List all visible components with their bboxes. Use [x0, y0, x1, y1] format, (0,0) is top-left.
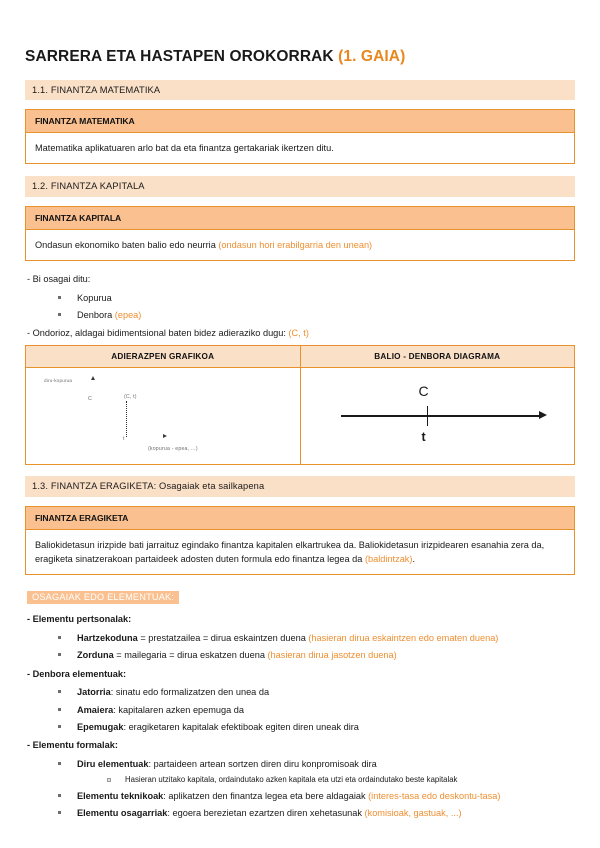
list-item-text: = prestatzailea = dirua eskaintzen duena	[137, 633, 309, 644]
table-header-adierazpen-grafikoa: ADIERAZPEN GRAFIKOA	[26, 346, 301, 368]
list-item-term: Diru elementuak	[77, 758, 149, 769]
page-title	[25, 48, 575, 67]
definition-text: Ondasun ekonomiko baten balio edo neurria	[35, 239, 219, 250]
list-item	[55, 308, 575, 322]
list-item-text: : sinatu edo formalizatzen den unea da	[110, 687, 270, 698]
group-heading-pertsonalak: - Elementu pertsonalak:	[27, 614, 132, 625]
definition-box-body: Matematika aplikatuaren arlo bat da eta finantza gertakariak ikertzen ditu.	[35, 143, 334, 154]
table-content-row	[26, 368, 575, 465]
sub-list-item: Hasieran utzitako kapitala, ordaindutako azken kapitala eta utzi eta ordaindutako beste kapitalak	[105, 774, 575, 786]
list-pertsonalak	[25, 631, 575, 663]
list-denbora	[25, 685, 575, 734]
diagram-table	[25, 345, 575, 465]
section-bar-1-3	[25, 476, 575, 497]
list-item-accent: (komisioak, gastuak, ...)	[364, 808, 462, 819]
definition-text-tail: .	[412, 554, 416, 565]
list-item	[55, 757, 575, 786]
components-bullet-list	[25, 291, 575, 323]
table-header-row	[26, 346, 575, 368]
list-item-text: Kopurua	[77, 292, 112, 303]
conclusion-accent: (C, t)	[288, 328, 309, 339]
list-item-accent: (epea)	[114, 310, 142, 321]
components-intro-line: - Bi osagai ditu:	[27, 274, 91, 285]
list-item	[55, 703, 575, 717]
section-bar-sub: Osagaiak eta sailkapena	[156, 481, 265, 492]
conclusion-text: - Ondorioz, aldagai bidimentsional baten bidez adieraziko dugu:	[27, 328, 289, 339]
value-time-diagram	[301, 368, 575, 464]
cell-balio-denbora-diagrama	[300, 368, 575, 465]
list-item-term: Zorduna	[77, 650, 114, 661]
list-item-term: Amaiera	[77, 704, 114, 715]
list-item-accent: (interes-tasa edo deskontu-tasa)	[368, 790, 501, 801]
definition-box-body	[26, 230, 574, 260]
group-heading-denbora: - Denbora elementuak:	[27, 668, 127, 679]
list-item-accent: (hasieran dirua jasotzen duena)	[267, 650, 397, 661]
section-bar-1-2: 1.2. FINANTZA KAPITALA	[25, 176, 575, 197]
status-badge-osagaiak: OSAGAIAK EDO ELEMENTUAK:	[27, 591, 179, 605]
list-item-term: Elementu osagarriak	[77, 808, 168, 819]
list-item-text: : eragiketaren kapitalak efektiboak egiten diren uneak dira	[123, 721, 359, 732]
sketch-x-axis-arrow-icon	[163, 434, 167, 438]
list-item-text: = mailegaria = dirua eskatzen duena	[113, 650, 268, 661]
definition-box-finantza-kapitala	[25, 206, 575, 261]
section-bar-1-1: 1.1. FINANTZA MATEMATIKA	[25, 80, 575, 101]
list-item-text: : kapitalaren azken epemuga da	[113, 704, 245, 715]
conclusion-line	[27, 327, 575, 341]
list-formalak	[25, 757, 575, 820]
list-item	[55, 648, 575, 662]
sketch-y-axis-arrow-icon	[91, 376, 95, 380]
definition-box-finantza-matematika	[25, 109, 575, 164]
sketch-value-label: (C, t)	[124, 394, 137, 401]
list-item	[55, 720, 575, 734]
sketch-dotted-line	[126, 401, 127, 437]
definition-box-header: FINANTZA KAPITALA	[26, 207, 574, 230]
cell-adierazpen-grafikoa	[26, 368, 301, 465]
sketch-axis-label: diru-kopurua	[44, 378, 73, 384]
section-bar-main: 1.3. FINANTZA ERAGIKETA:	[32, 481, 157, 492]
page-title-accent: (1. GAIA)	[338, 48, 406, 65]
graphic-representation-sketch	[26, 368, 300, 464]
list-item	[55, 789, 575, 803]
definition-text-accent: (ondasun hori erabilgarria den unean)	[218, 239, 373, 250]
vt-capital-label: C	[418, 383, 429, 400]
list-item	[55, 806, 575, 820]
definition-text-accent: (baldintzak)	[364, 554, 413, 565]
sketch-caption: (kopurua - epea, ...)	[148, 446, 198, 453]
definition-box-body	[26, 530, 574, 575]
page-title-main: SARRERA ETA HASTAPEN OROKORRAK	[25, 48, 334, 65]
list-item	[55, 631, 575, 645]
vt-time-label: t	[421, 430, 426, 445]
definition-box-header: FINANTZA ERAGIKETA	[26, 507, 574, 530]
definition-box-header: FINANTZA MATEMATIKA	[26, 110, 574, 133]
sketch-point-label: C	[88, 396, 93, 403]
list-item-text: : egoera berezietan ezartzen diren xehetasunak	[167, 808, 365, 819]
vt-tick-mark	[427, 406, 428, 426]
group-heading-formalak: - Elementu formalak:	[27, 740, 118, 751]
list-item	[55, 685, 575, 699]
list-item-term: Elementu teknikoak	[77, 790, 164, 801]
table-header-balio-denbora-diagrama: BALIO - DENBORA DIAGRAMA	[300, 346, 575, 368]
list-item-term: Epemugak	[77, 721, 124, 732]
sketch-time-label: t	[123, 436, 125, 443]
list-item-text: : partaideen artean sortzen diren diru konpromisoak dira	[148, 758, 377, 769]
list-item-accent: (hasieran dirua eskaintzen edo ematen duena)	[308, 633, 499, 644]
definition-text: Baliokidetasun irizpide bati jarraituz egindako finantza kapitalen elkartrukea da. Baliokidetasun irizpidearen esanahia zera da, eragiketa sinatzerakoan partaideek adosten duten formula edo finantza legea da	[35, 539, 545, 565]
list-item-text: Denbora	[77, 310, 115, 321]
vt-axis-arrow-icon	[539, 411, 547, 419]
sub-list	[77, 774, 575, 786]
list-item-text: : aplikatzen den finantza legea eta bere aldagaiak	[163, 790, 369, 801]
list-item	[55, 291, 575, 305]
vt-time-axis	[341, 415, 541, 416]
definition-box-finantza-eragiketa	[25, 506, 575, 576]
list-item-term: Jatorria	[77, 687, 111, 698]
list-item-term: Hartzekoduna	[77, 633, 138, 644]
